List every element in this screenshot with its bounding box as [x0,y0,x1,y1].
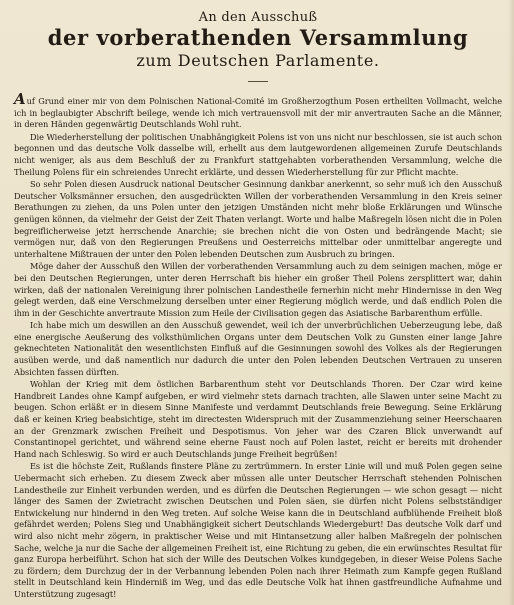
body-text [14,90,502,601]
paragraph-2: Die Wiederherstellung der politischen Unabhängigkeit Polens ist von uns nicht nur beschlossen, sie ist auch schon begonnen und das deutsche Volk dasselbe will, erhellt aus dem lautgewordenen allgemeinen Zurufe Deutschlands nicht weniger, als aus dem Beschluß der zu Frankfurt stattgehabten vorberathenden Versammlung, welche die Theilung Polens für ein schreiendes Unrecht erklärte, und dessen Wiederherstellung für zur Pflicht machte. [14,131,502,177]
heading-line-3: zum Deutschen Parlamente. [136,51,380,70]
drop-cap: A [14,90,26,108]
paragraph-4: Möge daher der Ausschuß den Willen der vorberathenden Versammlung auch zu dem seinigen machen, möge er bei den Deutschen Regierungen, unter deren Herrschaft bis hieher ein großer Theil Polens zersplittert war, dahin wirken, daß der nationalen Vereinigung ihrer polnischen Landestheile fernerhin nicht mehr Hindernisse in den Weg gelegt werden, daß eine Verschmelzung derselben unter einer Regierung möglich werde, und daß endlich Polen die ihm in der Geschichte anvertraute Mission zum Heile der Civilisation gegen das Asiatische Barbarenthum erfülle. [14,261,502,318]
page-edge-shadow [508,0,514,605]
paragraph-6: Wohlan der Krieg mit dem östlichen Barbarenthum steht vor Deutschlands Thoren. Der Czar wird keine Handbreit Landes ohne Kampf aufgeben, er wird vielmehr stets darnach trachten, alle Slawen unter seine Macht zu beugen. Schon erläßt er in diesem Sinne Manifeste und verdammt Deutschlands freie Bewegung. Seine Erklärung daß er keinen Krieg beabsichtige, steht im directesten Widerspruch mit der Zusammenziehung seiner Heerschaaren an der Grenzmark zwischen Freiheit und Despotismus. Von jeher war des Czaren Blick unverwandt auf Constantinopel gerichtet, und während seine eherne Faust noch auf Polen lastet, reicht er bereits mit drohender Hand nach Schleswig. So wird er auch Deutschlands junge Freiheit begrüßen! [14,379,502,459]
paragraph-5: Ich habe mich um deswillen an den Ausschuß gewendet, weil ich der unverbrüchlichen Ueberzeugung lebe, daß eine energische Aeußerung des volksthümlichen Organs unter dem Deutschen Volk zu Gunsten einer lange Jahre geknechteten Nationalität den wesentlichsten Einfluß auf die Gesinnungen sowohl des Volkes als der Regierungen ausüben werde, und daß namentlich nur dadurch die unter den Polen lebenden Deutschen Vertrauen zu unseren Absichten fassen dürften. [14,320,502,377]
heading-line-2: der vorberathenden Versammlung [47,25,469,50]
paragraph-7: Es ist die höchste Zeit, Rußlands finstere Pläne zu zertrümmern. In erster Linie will und muß Polen gegen seine Uebermacht sich erheben. Zu diesem Zweck aber müssen alle unter Deutscher Herrschaft stehenden Polnischen Landestheile zur Einheit verbunden werden, und es dürfen die Deutschen Regierungen — wie schon gesagt — nicht länger des Samen der Zwietracht zwischen Deutschen und Polen säen, sie dürfen nicht Polens selbstständiger Entwickelung nur hindernd in den Weg treten. Auf solche Weise kann die in Deutschland aufblühende Freiheit bloß gefährdet werden; Polens Sieg und Unabhängigkeit sichert Deutschlands Wiedergeburt! Das deutsche Volk darf und wird also nicht mehr zögern, in praktischer Weise und mit Hintansetzung aller halben Maßregeln der polnischen Sache, welche ja nur die Sache der allgemeinen Freiheit ist, eine Richtung zu geben, die ein erwünschtes Resultat für ganz Europa herbeiführt. Schon hat sich der Wille des Deutschen Volkes kundgegeben, in dieser Weise Polens Sache zu fördern; dem Durchzug der in der Verbannung lebenden Polen nach ihrer Heimath zum Kampfe gegen Rußland stellt in Deutschland kein Hinderniß im Weg, und das edle Deutsche Volk hat ihnen gastfreundliche Aufnahme und Unterstützung zugesagt! [14,461,502,599]
heading-divider [248,81,268,82]
paragraph-1 [14,90,502,131]
paragraph-3: So sehr Polen diesen Ausdruck national Deutscher Gesinnung dankbar anerkennt, so sehr muß ich den Ausschuß Deutscher Volksmänner ersuchen, den ausgedrückten Willen der vorberathenden Versammlung in den Kreis seiner Berathungen zu ziehen, da uns Polen unter den jetzigen Umständen nicht mehr bloße Erklärungen und Wünsche genügen können, da vielmehr der Geist der Zeit Thaten verlangt. Worte und halbe Maßregeln lösen nicht die in Polen begreiflicherweise jetzt herrschende Anarchie; sie brechen nicht die von Osten und bedrängende Macht; sie vermögen nur, daß von den Regierungen Preußens und Oesterreichs mittelbar oder unmittelbar angeregte und unterhaltene Mißtrauen der unter den Polen lebenden Deutschen zum Ausbruch zu bringen. [14,179,502,259]
heading-line-1: An den Ausschuß [198,10,318,25]
heading-block [14,10,502,71]
paragraph-1-text: uf Grund einer mir von dem Polnischen National-Comité im Großherzogthum Posen ertheilten Vollmacht, welche ich in beglaubigter Abschrift beilege, wende ich mich vertrauensvoll mit der mir anvertrauten Sache an die Männer, in deren Händen gegenwärtig Deutschlands Wohl ruht. [14,96,502,130]
